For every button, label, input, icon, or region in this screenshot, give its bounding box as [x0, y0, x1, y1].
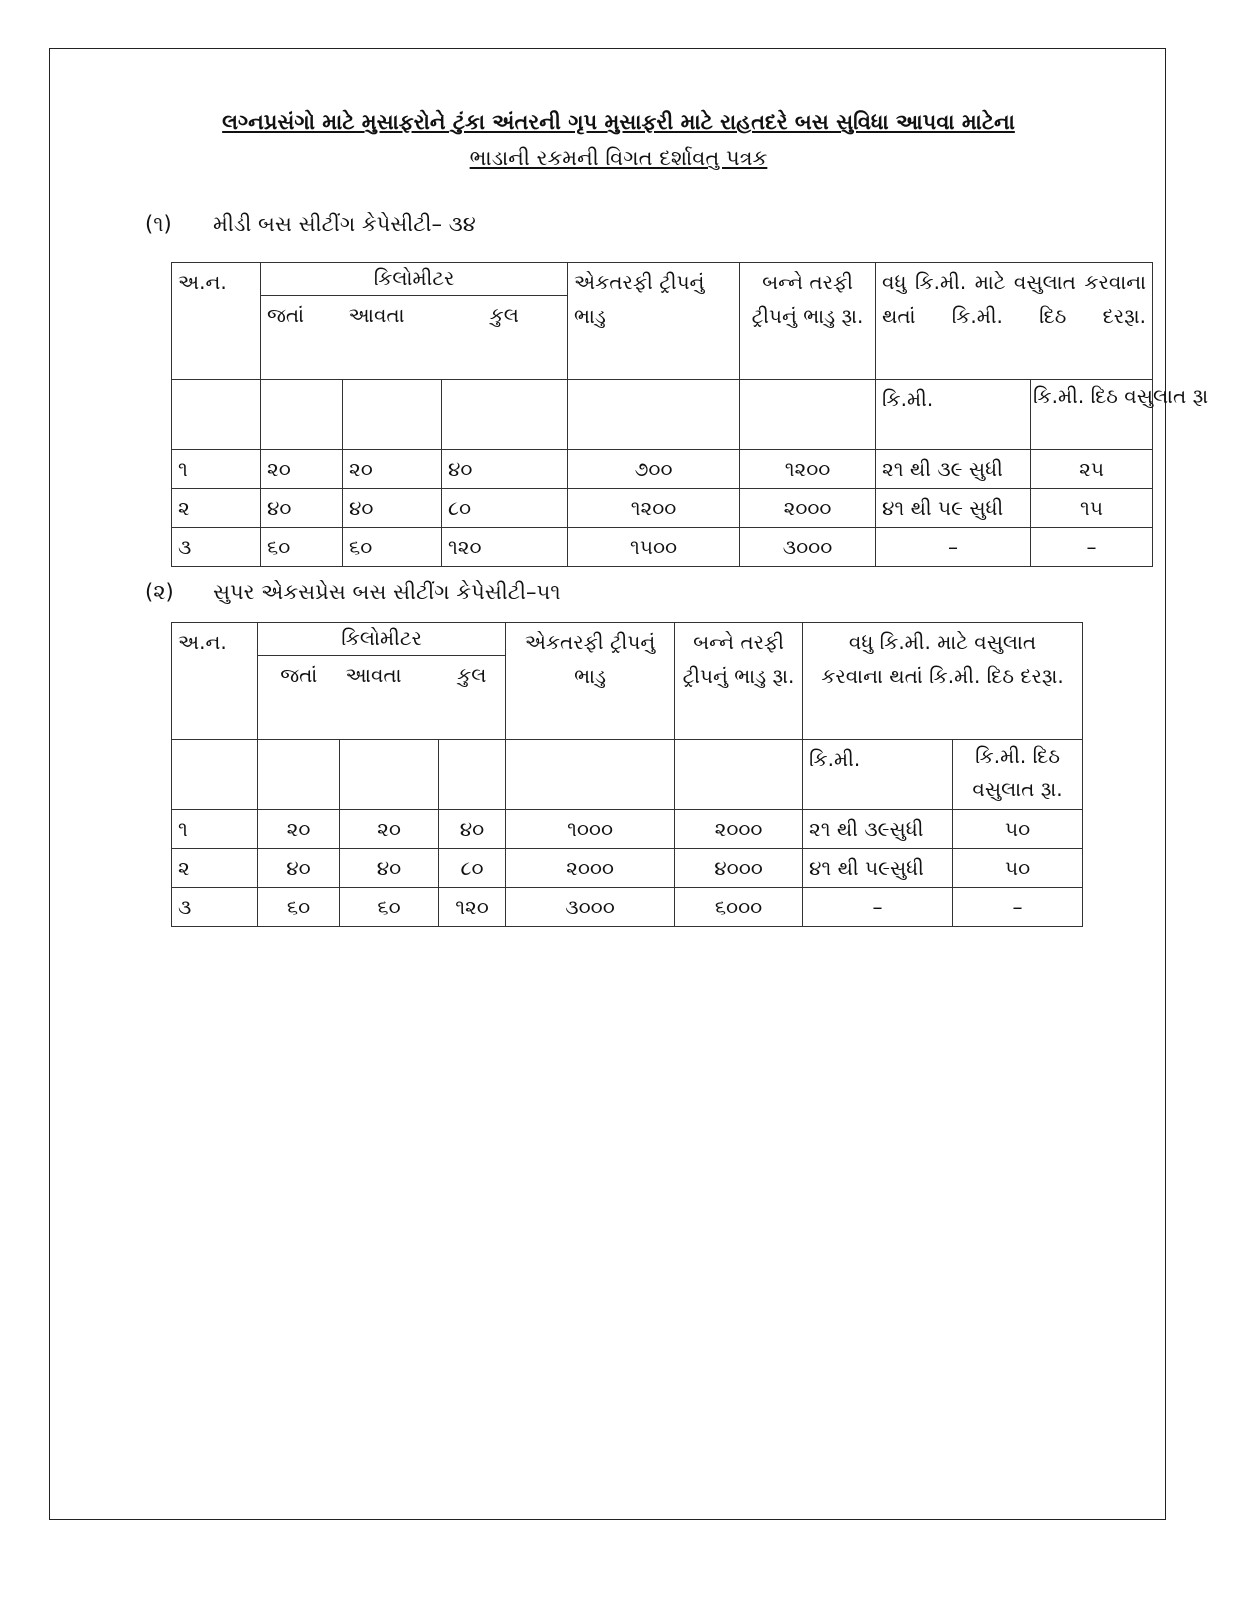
- header-kilometer: કિલોમીટર: [261, 263, 568, 296]
- cell-twoway: ૨૦૦૦: [740, 489, 876, 528]
- header-twoway-fare: બન્ને તરફી ટ્રીપનું ભાડુ રૂા.: [675, 623, 803, 740]
- cell-rate: ૫૦: [953, 810, 1083, 849]
- header-extra-rate: કિ.મી. દિઠ વસુલાત રૂા.: [953, 740, 1083, 810]
- cell-going: ૬૦: [258, 888, 340, 927]
- cell-km-range: ૪૧ થી ૫૯ સુધી: [876, 489, 1031, 528]
- document-subtitle: ભાડાની રકમની વિગત દર્શાવતુ પત્રક: [469, 146, 768, 170]
- cell-coming: ૨૦: [343, 450, 442, 489]
- header-total: કુલ: [439, 656, 506, 740]
- cell-rate: –: [1031, 528, 1153, 567]
- cell-coming: ૬૦: [343, 528, 442, 567]
- cell-oneway: ૧૨૦૦: [568, 489, 740, 528]
- section-1-heading: [145, 212, 476, 237]
- fare-table-midi-bus: [171, 262, 1209, 567]
- cell-going: ૪૦: [258, 849, 340, 888]
- section-number: (૨): [145, 580, 174, 604]
- section-2-heading: [145, 580, 561, 605]
- cell-sr: ૨: [172, 489, 261, 528]
- header-oneway-fare: એકતરફી ટ્રીપનું ભાડુ: [568, 263, 740, 380]
- cell-rate: –: [953, 888, 1083, 927]
- cell-km-range: ૨૧ થી ૩૯ સુધી: [876, 450, 1031, 489]
- cell-sr: ૨: [172, 849, 258, 888]
- cell-sr: ૧: [172, 810, 258, 849]
- header-subrow-2: [172, 740, 1083, 810]
- header-kilometer: કિલોમીટર: [258, 623, 506, 656]
- cell-oneway: ૩૦૦૦: [506, 888, 675, 927]
- cell-oneway: ૭૦૦: [568, 450, 740, 489]
- cell-rate: ૨૫: [1031, 450, 1153, 489]
- header-oneway-fare: એકતરફી ટ્રીપનું ભાડુ: [506, 623, 675, 740]
- cell-total: ૧૨૦: [439, 888, 506, 927]
- section-title: મીડી બસ સીટીંગ કેપેસીટી– ૩૪: [213, 212, 476, 236]
- cell-total: ૮૦: [442, 489, 568, 528]
- table-row: [172, 849, 1083, 888]
- cell-coming: ૪૦: [340, 849, 439, 888]
- cell-km-range: –: [876, 528, 1031, 567]
- header-extra-km-rate: વધુ કિ.મી. માટે વસુલાત કરવાના થતાં કિ.મી. દિઠ દરરૂા.: [876, 263, 1153, 380]
- cell-coming: ૨૦: [340, 810, 439, 849]
- header-sr: અ.ન.: [172, 263, 261, 380]
- cell-twoway: ૨૦૦૦: [675, 810, 803, 849]
- cell-oneway: ૧૫૦૦: [568, 528, 740, 567]
- header-row: [172, 623, 1083, 656]
- cell-twoway: ૩૦૦૦: [740, 528, 876, 567]
- cell-coming: ૪૦: [343, 489, 442, 528]
- header-coming: આવતા: [343, 296, 442, 380]
- cell-rate: ૫૦: [953, 849, 1083, 888]
- header-going: જતાં: [258, 656, 340, 740]
- section-number: (૧): [145, 212, 172, 236]
- cell-coming: ૬૦: [340, 888, 439, 927]
- section-title: સુપર એકસપ્રેસ બસ સીટીંગ કેપેસીટી–૫૧: [213, 580, 561, 604]
- table-row: [172, 810, 1083, 849]
- cell-sr: ૩: [172, 528, 261, 567]
- cell-going: ૨૦: [258, 810, 340, 849]
- cell-total: ૪૦: [442, 450, 568, 489]
- cell-twoway: ૪૦૦૦: [675, 849, 803, 888]
- cell-twoway: ૧૨૦૦: [740, 450, 876, 489]
- cell-oneway: ૨૦૦૦: [506, 849, 675, 888]
- table-row: [172, 888, 1083, 927]
- cell-rate: ૧૫: [1031, 489, 1153, 528]
- document-title: લગ્નપ્રસંગો માટે મુસાફરોને ટુંકા અંતરની ગૃપ મુસાફરી માટે રાહતદરે બસ સુવિધા આપવા માટેના: [222, 110, 1015, 134]
- header-total: કુલ: [442, 296, 568, 380]
- cell-going: ૬૦: [261, 528, 343, 567]
- cell-total: ૪૦: [439, 810, 506, 849]
- table-row: [172, 450, 1153, 489]
- table-row: [172, 528, 1153, 567]
- cell-total: ૧૨૦: [442, 528, 568, 567]
- table-row: [172, 489, 1153, 528]
- cell-oneway: ૧૦૦૦: [506, 810, 675, 849]
- header-extra-km: કિ.મી.: [803, 740, 953, 810]
- header-extra-km-rate: વધુ કિ.મી. માટે વસુલાત કરવાના થતાં કિ.મી. દિઠ દરરૂા.: [803, 623, 1083, 740]
- header-twoway-fare: બન્ને તરફી ટ્રીપનું ભાડુ રૂા.: [740, 263, 876, 380]
- header-coming: આવતા: [340, 656, 439, 740]
- cell-sr: ૩: [172, 888, 258, 927]
- header-extra-km: કિ.મી.: [876, 380, 1031, 450]
- header-row: [172, 263, 1153, 296]
- cell-going: ૨૦: [261, 450, 343, 489]
- fare-table-super-express-bus: [171, 622, 1083, 927]
- cell-km-range: ૨૧ થી ૩૯સુધી: [803, 810, 953, 849]
- cell-going: ૪૦: [261, 489, 343, 528]
- header-extra-rate: કિ.મી. દિઠ વસુલાત રૂા: [1031, 380, 1153, 450]
- header-sr: અ.ન.: [172, 623, 258, 740]
- cell-km-range: –: [803, 888, 953, 927]
- header-going: જતાં: [261, 296, 343, 380]
- cell-twoway: ૬૦૦૦: [675, 888, 803, 927]
- cell-km-range: ૪૧ થી ૫૯સુધી: [803, 849, 953, 888]
- cell-total: ૮૦: [439, 849, 506, 888]
- cell-sr: ૧: [172, 450, 261, 489]
- header-subrow-2: [172, 380, 1153, 450]
